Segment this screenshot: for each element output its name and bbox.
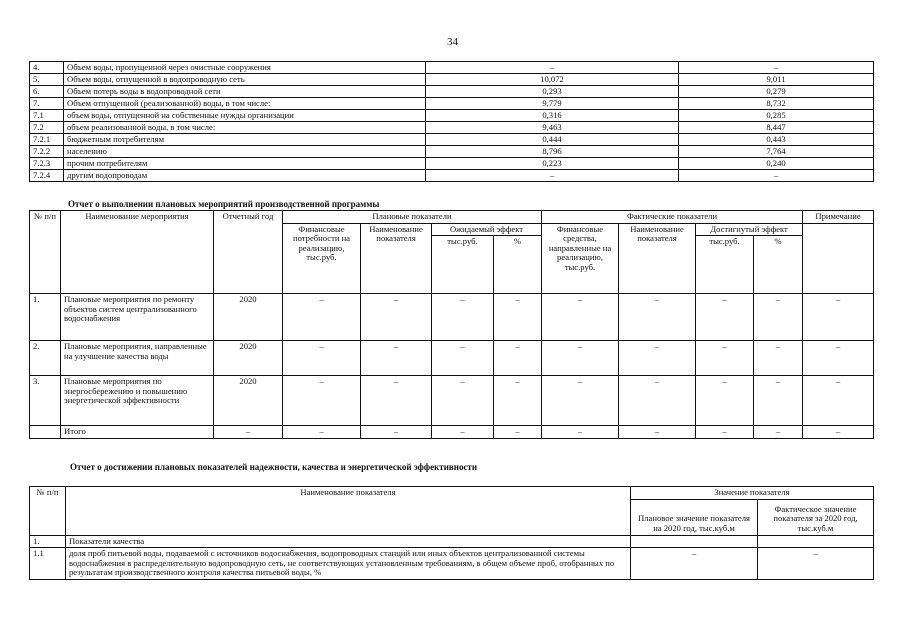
plan-value: –: [631, 548, 758, 580]
cell-dash: –: [542, 426, 619, 439]
header-num: № п/п: [30, 211, 61, 294]
row-name: Показатели качества: [66, 535, 631, 548]
indicators-table: [29, 486, 874, 580]
header-pct: %: [494, 236, 542, 294]
header-achieved-effect: Достигнутый эффект: [696, 223, 803, 236]
header-name: Наименование мероприятия: [61, 211, 214, 294]
cell-dash: –: [754, 376, 803, 426]
total-row: [30, 426, 874, 439]
header-thous: тыс.руб.: [432, 236, 494, 294]
table-row: [30, 110, 874, 122]
cell-dash: –: [754, 426, 803, 439]
cell-dash: –: [432, 294, 494, 341]
plan-value: 9,463: [426, 122, 679, 134]
table-row: [30, 86, 874, 98]
fact-value: 8,447: [679, 122, 874, 134]
program-measures-table: [29, 210, 874, 439]
row-name: объем реализованной воды, в том числе:: [64, 122, 426, 134]
header-num: № п/п: [30, 487, 66, 536]
plan-value: 0,316: [426, 110, 679, 122]
cell-dash: –: [494, 376, 542, 426]
header-plan: Плановое значение показателя на 2020 год, тыс.куб.м: [631, 499, 758, 535]
cell-dash: –: [754, 294, 803, 341]
header-indicator-name: Наименование показателя: [361, 223, 432, 294]
fact-value: 0,279: [679, 86, 874, 98]
cell-dash: –: [696, 294, 754, 341]
row-num: 7.2.4: [30, 170, 64, 182]
row-num: 3.: [30, 376, 61, 426]
plan-value: 10,072: [426, 74, 679, 86]
header-year: Отчетный год: [214, 211, 283, 294]
table-row: [30, 341, 874, 376]
table-row: [30, 535, 874, 548]
row-num: 7.2.2: [30, 146, 64, 158]
cell-dash: –: [494, 294, 542, 341]
table-row: [30, 170, 874, 182]
fact-value: –: [758, 548, 874, 580]
cell-dash: –: [361, 376, 432, 426]
cell-dash: –: [361, 426, 432, 439]
cell-dash: –: [283, 294, 361, 341]
plan-value: –: [426, 170, 679, 182]
row-name: Плановые мероприятия, направленные на улучшение качества воды: [61, 341, 214, 376]
cell-dash: –: [803, 294, 874, 341]
header-fact: Фактическое значение показателя за 2020 год, тыс.куб.м: [758, 499, 874, 535]
header-fin-need: Финансовые потребности на реализацию, тыс.руб.: [283, 223, 361, 294]
row-name: доля проб питьевой воды, подаваемой с источников водоснабжения, водопроводных станций или иных объектов централизованной системы водоснабжения в распределительную водопроводную сеть, не соответствующих установленным требованиям, в общем объеме проб, отобранных по результатам производственного контроля качества питьевой воды, %: [66, 548, 631, 580]
table-row: [30, 122, 874, 134]
table-row: [30, 146, 874, 158]
row-num: 1.: [30, 535, 66, 548]
cell-dash: –: [696, 426, 754, 439]
plan-value: 0,444: [426, 134, 679, 146]
header-thous-2: тыс.руб.: [696, 236, 754, 294]
table-row: [30, 98, 874, 110]
table-row: [30, 134, 874, 146]
row-name: бюджетным потребителям: [64, 134, 426, 146]
total-label: Итого: [61, 426, 214, 439]
cell-dash: –: [542, 376, 619, 426]
table-row: [30, 294, 874, 341]
header-planned: Плановые показатели: [283, 211, 542, 224]
fact-value: –: [679, 62, 874, 74]
page-number: 34: [447, 36, 458, 48]
report2-caption: Отчет о достижении плановых показателей надежности, качества и энергетической эффективности: [70, 462, 478, 472]
row-num: 1.: [30, 294, 61, 341]
fact-value: –: [679, 170, 874, 182]
fact-value: [758, 535, 874, 548]
cell-dash: –: [494, 426, 542, 439]
header-actual: Фактические показатели: [542, 211, 803, 224]
fact-value: 7,764: [679, 146, 874, 158]
cell-dash: –: [803, 426, 874, 439]
header-pct-2: %: [754, 236, 803, 294]
fact-value: 0,443: [679, 134, 874, 146]
cell-dash: –: [432, 426, 494, 439]
cell-dash: –: [361, 294, 432, 341]
cell-dash: –: [619, 426, 696, 439]
row-num: 7.1: [30, 110, 64, 122]
row-num: 7.2: [30, 122, 64, 134]
row-num: 2.: [30, 341, 61, 376]
fact-value: 0,285: [679, 110, 874, 122]
row-year: 2020: [214, 376, 283, 426]
cell-dash: –: [619, 376, 696, 426]
row-name: Объем воды, пропущенной через очистные сооружения: [64, 62, 426, 74]
row-name: другим водопроводам: [64, 170, 426, 182]
row-name: Плановые мероприятия по ремонту объектов систем централизованного водоснабжения: [61, 294, 214, 341]
cell-dash: –: [696, 376, 754, 426]
plan-value: [631, 535, 758, 548]
cell-dash: –: [432, 376, 494, 426]
cell-dash: –: [494, 341, 542, 376]
water-volume-table: [29, 61, 874, 182]
table-row: [30, 74, 874, 86]
row-num: 6.: [30, 86, 64, 98]
cell-dash: –: [283, 376, 361, 426]
cell-dash: –: [214, 426, 283, 439]
row-name: населению: [64, 146, 426, 158]
table-row: [30, 548, 874, 580]
cell-dash: –: [619, 341, 696, 376]
fact-value: 9,011: [679, 74, 874, 86]
header-expected-effect: Ожидаемый эффект: [432, 223, 542, 236]
header-note: Примечание: [803, 211, 874, 224]
table-row: [30, 376, 874, 426]
cell-dash: –: [432, 341, 494, 376]
cell-dash: –: [361, 341, 432, 376]
cell-dash: –: [542, 294, 619, 341]
row-name: Объем потерь воды в водопроводной сети: [64, 86, 426, 98]
total-num: [30, 426, 61, 439]
row-name: Плановые мероприятия по энергосбережению и повышению энергетической эффективности: [61, 376, 214, 426]
table-row: [30, 158, 874, 170]
row-name: прочим потребителям: [64, 158, 426, 170]
table-row: [30, 62, 874, 74]
report1-caption: Отчет о выполнении плановых мероприятий производственной программы: [68, 199, 380, 209]
row-num: 7.: [30, 98, 64, 110]
cell-dash: –: [619, 294, 696, 341]
header-value: Значение показателя: [631, 487, 874, 500]
plan-value: –: [426, 62, 679, 74]
row-num: 7.2.1: [30, 134, 64, 146]
header-fin-means: Финансовые средства, направленные на реализацию, тыс.руб.: [542, 223, 619, 294]
cell-dash: –: [803, 341, 874, 376]
row-year: 2020: [214, 294, 283, 341]
header-indicator-name-2: Наименование показателя: [619, 223, 696, 294]
row-num: 7.2.3: [30, 158, 64, 170]
row-num: 4.: [30, 62, 64, 74]
row-name: Объем воды, отпущенной в водопроводную сеть: [64, 74, 426, 86]
cell-dash: –: [754, 341, 803, 376]
fact-value: 0,240: [679, 158, 874, 170]
fact-value: 8,732: [679, 98, 874, 110]
cell-dash: –: [283, 341, 361, 376]
header-name: Наименование показателя: [66, 487, 631, 536]
row-year: 2020: [214, 341, 283, 376]
row-num: 5.: [30, 74, 64, 86]
row-name: объем воды, отпущенной на собственные нужды организации: [64, 110, 426, 122]
cell-dash: –: [696, 341, 754, 376]
header-note-empty: [803, 223, 874, 294]
plan-value: 0,293: [426, 86, 679, 98]
row-name: Объем отпущенной (реализованной) воды, в том числе:: [64, 98, 426, 110]
plan-value: 0,223: [426, 158, 679, 170]
cell-dash: –: [803, 376, 874, 426]
plan-value: 8,796: [426, 146, 679, 158]
plan-value: 9,779: [426, 98, 679, 110]
cell-dash: –: [542, 341, 619, 376]
cell-dash: –: [283, 426, 361, 439]
row-num: 1.1: [30, 548, 66, 580]
